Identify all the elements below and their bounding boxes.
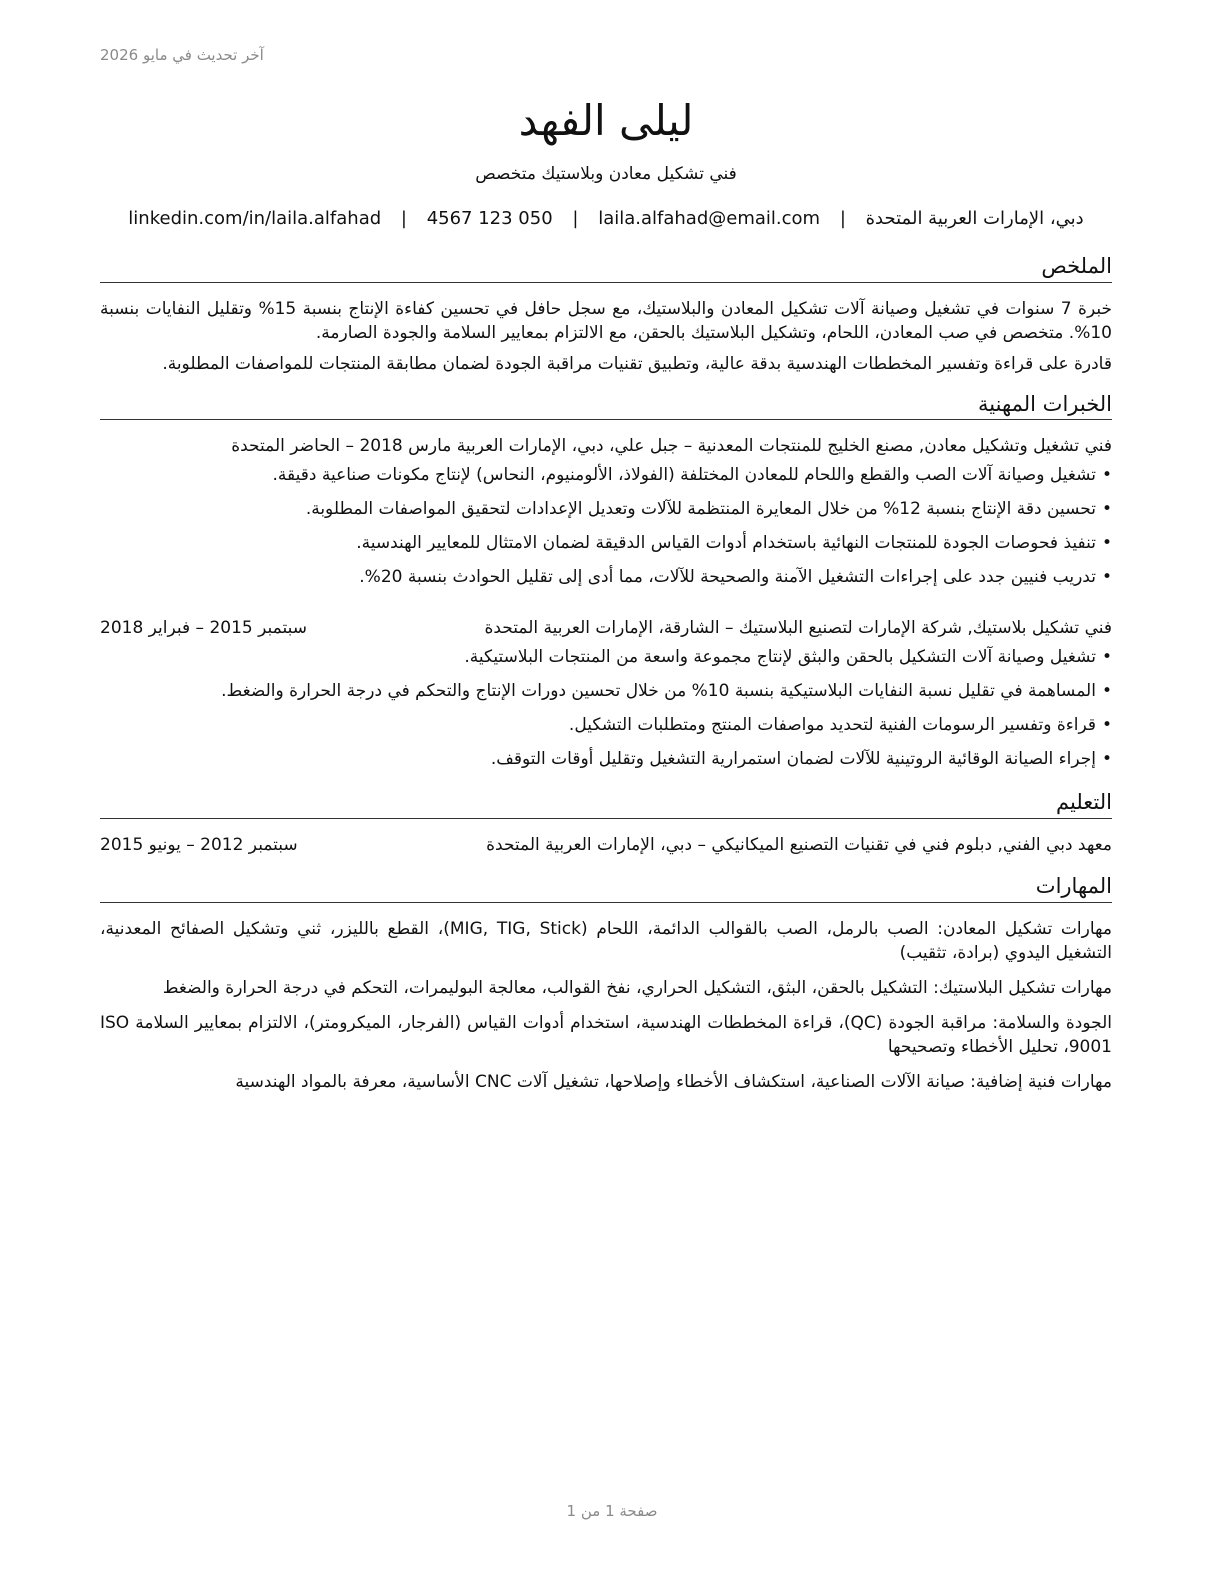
job-entry: [100, 434, 1112, 590]
education-heading: التعليم: [100, 789, 1112, 818]
page-number: صفحة 1 من 1: [566, 1502, 658, 1520]
job-dates: سبتمبر 2015 – فبراير 2018: [100, 617, 307, 638]
skill-line: مهارات تشكيل المعادن: الصب بالرمل، الصب بالقوالب الدائمة، اللحام (MIG, TIG, Stick)، القطع بالليزر، ثني وتشكيل الصفائح المعدنية، التشغيل اليدوي (برادة، تثقيب): [100, 918, 1112, 964]
contact-location: دبي، الإمارات العربية المتحدة: [865, 208, 1084, 230]
contact-separator: |: [400, 208, 407, 230]
skill-line: مهارات تشكيل البلاستيك: التشكيل بالحقن، البثق، التشكيل الحراري، نفخ القوالب، معالجة البوليمرات، التحكم في درجة الحرارة والضغط: [162, 977, 1112, 998]
summary-paragraph: قادرة على قراءة وتفسير المخططات الهندسية بدقة عالية، وتطبيق تقنيات مراقبة الجودة لضمان مطابقة المنتجات للمواصفات المطلوبة.: [162, 353, 1112, 374]
list-item: [100, 680, 1112, 704]
list-item: [100, 748, 1112, 772]
bullet-icon: •: [1101, 499, 1112, 520]
job-header: [100, 616, 1112, 641]
bullet-icon: •: [1101, 748, 1112, 769]
contact-phone[interactable]: 4567 123 050: [426, 208, 553, 230]
job-bullets: [100, 646, 1112, 771]
list-item: [100, 498, 1112, 522]
last-updated: آخر تحديث في مايو 2026: [100, 46, 264, 64]
list-item: [100, 532, 1112, 556]
candidate-name: ليلى الفهد: [518, 96, 694, 145]
bullet-icon: •: [1101, 714, 1112, 735]
job-title-company: فني تشغيل وتشكيل معادن, مصنع الخليج للمنتجات المعدنية – جبل علي، دبي، الإمارات العربية مارس 2018 – الحاضر المتحدة: [231, 435, 1112, 456]
bullet-icon: •: [1101, 533, 1112, 554]
job-title: فني تشكيل معادن وبلاستيك متخصص: [475, 164, 737, 185]
contact-email[interactable]: laila.alfahad@email.com: [598, 208, 821, 230]
bullet-text: تدريب فنيين جدد على إجراءات التشغيل الآمنة والصحيحة للآلات، مما أدى إلى تقليل الحوادث بنسبة 20%.: [359, 566, 1096, 587]
job-header: [100, 434, 1112, 459]
bullet-text: تشغيل وصيانة آلات الصب والقطع واللحام للمعادن المختلفة (الفولاذ، الألومنيوم، النحاس) لإنتاج مكونات صناعية دقيقة.: [272, 465, 1096, 486]
job-title-company: فني تشكيل بلاستيك, شركة الإمارات لتصنيع البلاستيك – الشارقة، الإمارات العربية المتحدة: [484, 617, 1112, 638]
list-item: [100, 646, 1112, 670]
bullet-icon: •: [1101, 465, 1112, 486]
bullet-icon: •: [1101, 566, 1112, 587]
list-item: [100, 566, 1112, 590]
experience-section: [100, 391, 1112, 772]
skill-line: مهارات فنية إضافية: صيانة الآلات الصناعية، استكشاف الأخطاء وإصلاحها، تشغيل آلات CNC الأساسية، معرفة بالمواد الهندسية: [235, 1071, 1112, 1092]
bullet-text: تحسين دقة الإنتاج بنسبة 12% من خلال المعايرة المنتظمة للآلات وتعديل الإعدادات لتحقيق المواصفات المطلوبة.: [305, 499, 1096, 520]
contact-linkedin[interactable]: linkedin.com/in/laila.alfahad: [128, 208, 382, 230]
education-section: [100, 789, 1112, 857]
bullet-text: قراءة وتفسير الرسومات الفنية لتحديد مواصفات المنتج ومتطلبات التشكيل.: [568, 714, 1096, 735]
contact-line: [100, 208, 1112, 229]
contact-separator: |: [839, 208, 846, 230]
skills-section: [100, 873, 1112, 1094]
education-dates: سبتمبر 2012 – يونيو 2015: [100, 834, 298, 855]
resume-page: [100, 0, 1112, 1094]
bullet-text: تشغيل وصيانة آلات التشكيل بالحقن والبثق لإنتاج مجموعة واسعة من المنتجات البلاستيكية.: [464, 647, 1096, 668]
education-institution: معهد دبي الفني, دبلوم فني في تقنيات التصنيع الميكانيكي – دبي، الإمارات العربية المتحدة: [486, 834, 1112, 855]
job-bullets: [100, 464, 1112, 589]
summary-heading: الملخص: [100, 253, 1112, 282]
bullet-icon: •: [1101, 647, 1112, 668]
skills-heading: المهارات: [100, 873, 1112, 902]
list-item: [100, 714, 1112, 738]
list-item: [100, 464, 1112, 488]
education-entry: [100, 833, 1112, 858]
summary-section: [100, 253, 1112, 376]
skill-line: الجودة والسلامة: مراقبة الجودة (QC)، قراءة المخططات الهندسية، استخدام أدوات القياس (الفرجار، الميكرومتر)، الالتزام بمعايير السلامة ISO 9001، تحليل الأخطاء وتصحيحها: [100, 1012, 1113, 1058]
summary-paragraph: خبرة 7 سنوات في تشغيل وصيانة آلات تشكيل المعادن والبلاستيك، مع سجل حافل في تحسين كفاءة الإنتاج بنسبة 15% وتقليل النفايات بنسبة 10%. متخصص في صب المعادن، اللحام، وتشكيل البلاستيك بالحقن، مع الالتزام بمعايير السلامة والجودة الصارمة.: [100, 298, 1112, 344]
bullet-text: إجراء الصيانة الوقائية الروتينية للآلات لضمان استمرارية التشغيل وتقليل أوقات التوقف.: [490, 748, 1096, 769]
bullet-icon: •: [1101, 681, 1112, 702]
bullet-text: تنفيذ فحوصات الجودة للمنتجات النهائية باستخدام أدوات القياس الدقيقة لضمان الامتثال للمعايير الهندسية.: [356, 533, 1096, 554]
experience-heading: الخبرات المهنية: [100, 391, 1112, 420]
contact-separator: |: [572, 208, 579, 230]
job-entry: [100, 616, 1112, 772]
bullet-text: المساهمة في تقليل نسبة النفايات البلاستيكية بنسبة 10% من خلال تحسين دورات الإنتاج والتحكم في درجة الحرارة والضغط.: [221, 681, 1096, 702]
